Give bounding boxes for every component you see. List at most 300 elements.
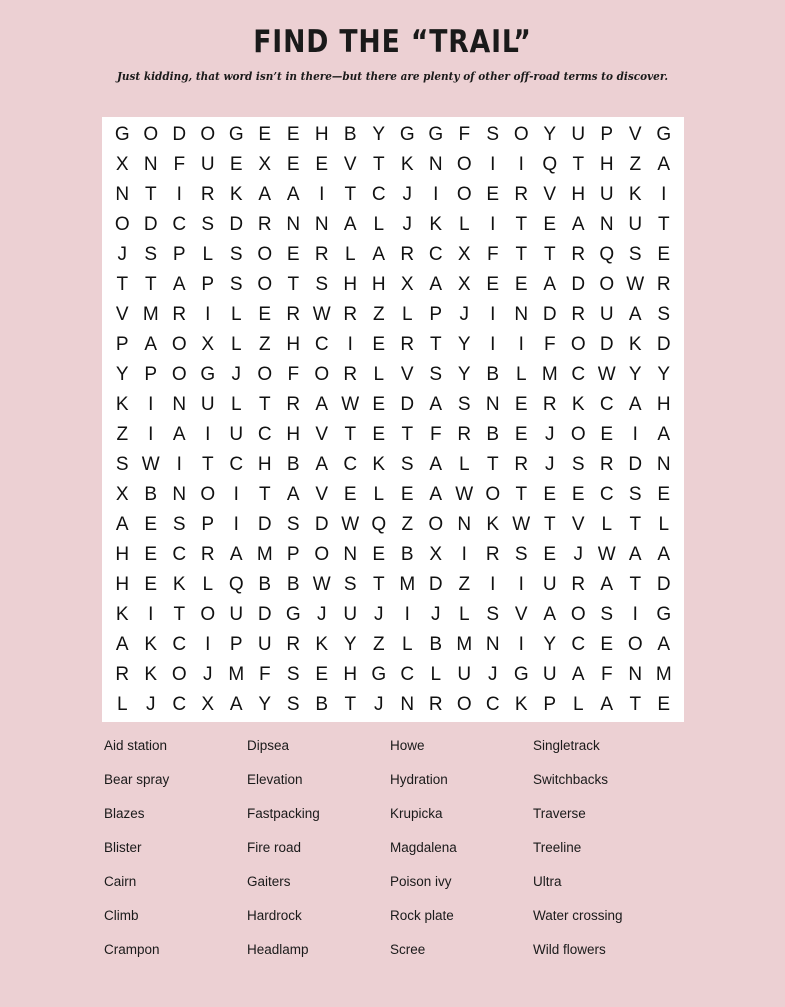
letter-cell[interactable]: G	[114, 123, 130, 145]
letter-cell[interactable]: N	[428, 153, 443, 175]
letter-cell[interactable]: E	[514, 273, 528, 295]
letter-cell[interactable]: P	[600, 123, 614, 145]
letter-cell[interactable]: Q	[599, 243, 615, 265]
letter-cell[interactable]: G	[228, 123, 244, 145]
letter-cell[interactable]: R	[542, 393, 557, 415]
letter-cell[interactable]: L	[373, 363, 385, 385]
letter-cell[interactable]: D	[656, 573, 671, 595]
letter-cell[interactable]: N	[143, 153, 158, 175]
letter-cell[interactable]: N	[286, 213, 301, 235]
letter-cell[interactable]: A	[429, 483, 443, 505]
letter-cell[interactable]: A	[628, 393, 642, 415]
letter-cell[interactable]: D	[656, 333, 671, 355]
letter-cell[interactable]: J	[203, 663, 213, 685]
letter-cell[interactable]: C	[172, 633, 187, 655]
letter-cell[interactable]: Y	[457, 363, 471, 385]
letter-cell[interactable]: I	[433, 183, 439, 205]
letter-cell[interactable]: C	[571, 633, 586, 655]
letter-cell[interactable]: A	[429, 273, 443, 295]
letter-cell[interactable]: E	[372, 333, 386, 355]
letter-cell[interactable]: R	[286, 393, 301, 415]
letter-cell[interactable]: A	[372, 243, 386, 265]
letter-cell[interactable]: R	[343, 363, 358, 385]
letter-cell[interactable]: I	[632, 423, 638, 445]
letter-cell[interactable]: H	[286, 333, 301, 355]
letter-cell[interactable]: H	[115, 543, 130, 565]
letter-cell[interactable]: J	[488, 663, 498, 685]
letter-cell[interactable]: E	[543, 483, 557, 505]
letter-cell[interactable]: M	[456, 633, 473, 655]
letter-cell[interactable]: O	[200, 603, 216, 625]
letter-cell[interactable]: O	[314, 363, 330, 385]
letter-cell[interactable]: V	[315, 483, 329, 505]
letter-cell[interactable]: F	[258, 663, 271, 685]
letter-cell[interactable]: D	[257, 513, 272, 535]
letter-cell[interactable]: J	[317, 603, 327, 625]
letter-cell[interactable]: L	[458, 213, 470, 235]
word-list-item[interactable]: Hardrock	[247, 908, 302, 923]
letter-cell[interactable]: X	[457, 243, 471, 265]
letter-cell[interactable]: W	[341, 513, 360, 535]
letter-cell[interactable]: A	[628, 543, 642, 565]
letter-cell[interactable]: F	[486, 243, 499, 265]
letter-cell[interactable]: C	[172, 693, 187, 715]
letter-cell[interactable]: T	[287, 273, 300, 295]
letter-cell[interactable]: Y	[543, 633, 557, 655]
letter-cell[interactable]: T	[344, 183, 357, 205]
letter-cell[interactable]: Y	[628, 363, 642, 385]
letter-cell[interactable]: E	[543, 213, 557, 235]
letter-cell[interactable]: M	[228, 663, 245, 685]
letter-cell[interactable]: X	[457, 273, 471, 295]
letter-cell[interactable]: N	[485, 393, 500, 415]
letter-cell[interactable]: V	[400, 363, 414, 385]
letter-cell[interactable]: O	[200, 483, 216, 505]
letter-cell[interactable]: W	[597, 543, 616, 565]
letter-cell[interactable]: R	[400, 243, 415, 265]
word-list-item[interactable]: Cairn	[104, 874, 137, 889]
letter-cell[interactable]: J	[431, 603, 441, 625]
letter-cell[interactable]: T	[629, 513, 642, 535]
letter-cell[interactable]: R	[286, 303, 301, 325]
letter-cell[interactable]: H	[343, 273, 358, 295]
letter-cell[interactable]: T	[515, 213, 528, 235]
word-list-item[interactable]: Scree	[390, 942, 426, 957]
letter-cell[interactable]: O	[627, 633, 643, 655]
letter-cell[interactable]: N	[400, 693, 415, 715]
letter-cell[interactable]: H	[656, 393, 671, 415]
letter-cell[interactable]: T	[372, 573, 385, 595]
letter-cell[interactable]: J	[459, 303, 469, 325]
letter-cell[interactable]: I	[490, 303, 496, 325]
letter-cell[interactable]: E	[286, 153, 300, 175]
word-list-item[interactable]: Fastpacking	[247, 806, 320, 821]
letter-cell[interactable]: U	[571, 123, 586, 145]
letter-cell[interactable]: A	[657, 543, 671, 565]
letter-cell[interactable]: R	[571, 303, 586, 325]
letter-cell[interactable]: X	[429, 543, 443, 565]
letter-cell[interactable]: A	[657, 633, 671, 655]
letter-cell[interactable]: B	[315, 693, 329, 715]
letter-cell[interactable]: O	[570, 423, 586, 445]
letter-cell[interactable]: C	[343, 453, 358, 475]
letter-cell[interactable]: G	[399, 123, 415, 145]
letter-cell[interactable]: L	[401, 303, 413, 325]
letter-cell[interactable]: I	[148, 423, 154, 445]
letter-cell[interactable]: S	[286, 663, 300, 685]
letter-cell[interactable]: S	[144, 243, 158, 265]
letter-cell[interactable]: A	[571, 213, 585, 235]
letter-cell[interactable]: J	[545, 423, 555, 445]
letter-cell[interactable]: C	[599, 393, 614, 415]
letter-cell[interactable]: O	[200, 123, 216, 145]
letter-cell[interactable]: O	[570, 333, 586, 355]
letter-cell[interactable]: T	[173, 603, 186, 625]
letter-cell[interactable]: V	[628, 123, 642, 145]
letter-cell[interactable]: W	[512, 513, 531, 535]
word-list-item[interactable]: Water crossing	[533, 908, 623, 923]
letter-cell[interactable]: R	[599, 453, 614, 475]
letter-cell[interactable]: L	[572, 693, 584, 715]
letter-cell[interactable]: V	[571, 513, 585, 535]
letter-cell[interactable]: K	[115, 393, 129, 415]
letter-cell[interactable]: O	[485, 483, 501, 505]
letter-cell[interactable]: O	[456, 693, 472, 715]
letter-cell[interactable]: A	[543, 603, 557, 625]
letter-cell[interactable]: I	[148, 603, 154, 625]
letter-cell[interactable]: H	[257, 453, 272, 475]
letter-cell[interactable]: I	[176, 183, 182, 205]
word-list-item[interactable]: Headlamp	[247, 942, 309, 957]
letter-cell[interactable]: J	[117, 243, 127, 265]
letter-cell[interactable]: N	[599, 213, 614, 235]
letter-cell[interactable]: L	[515, 363, 527, 385]
letter-cell[interactable]: Y	[457, 333, 471, 355]
letter-cell[interactable]: R	[115, 663, 130, 685]
letter-cell[interactable]: R	[172, 303, 187, 325]
word-list-item[interactable]: Blister	[104, 840, 142, 855]
letter-cell[interactable]: C	[428, 243, 443, 265]
word-list-item[interactable]: Hydration	[390, 772, 448, 787]
word-list-item[interactable]: Elevation	[247, 772, 303, 787]
letter-cell[interactable]: I	[347, 333, 353, 355]
letter-cell[interactable]: P	[543, 693, 557, 715]
letter-cell[interactable]: R	[257, 213, 272, 235]
letter-cell[interactable]: W	[455, 483, 474, 505]
letter-cell[interactable]: A	[229, 543, 243, 565]
letter-cell[interactable]: K	[315, 633, 329, 655]
letter-cell[interactable]: S	[229, 243, 243, 265]
letter-cell[interactable]: Z	[116, 423, 129, 445]
letter-cell[interactable]: F	[458, 123, 471, 145]
letter-cell[interactable]: I	[233, 483, 239, 505]
letter-cell[interactable]: U	[229, 603, 244, 625]
letter-cell[interactable]: I	[632, 603, 638, 625]
word-list-item[interactable]: Magdalena	[390, 840, 457, 855]
letter-cell[interactable]: T	[429, 333, 442, 355]
letter-cell[interactable]: H	[599, 153, 614, 175]
letter-cell[interactable]: S	[400, 453, 414, 475]
letter-cell[interactable]: S	[286, 693, 300, 715]
letter-cell[interactable]: L	[458, 603, 470, 625]
letter-cell[interactable]: Z	[372, 633, 385, 655]
letter-cell[interactable]: L	[458, 453, 470, 475]
letter-cell[interactable]: D	[257, 603, 272, 625]
letter-cell[interactable]: V	[343, 153, 357, 175]
letter-cell[interactable]: I	[404, 603, 410, 625]
word-list-item[interactable]: Fire road	[247, 840, 302, 855]
letter-cell[interactable]: N	[343, 543, 358, 565]
letter-cell[interactable]: K	[628, 183, 642, 205]
letter-cell[interactable]: R	[514, 183, 529, 205]
letter-cell[interactable]: U	[229, 423, 244, 445]
letter-cell[interactable]: F	[429, 423, 442, 445]
letter-cell[interactable]: N	[172, 483, 187, 505]
letter-cell[interactable]: X	[400, 273, 414, 295]
letter-cell[interactable]: R	[343, 303, 358, 325]
letter-cell[interactable]: U	[542, 663, 557, 685]
letter-cell[interactable]: C	[485, 693, 500, 715]
letter-cell[interactable]: E	[286, 123, 300, 145]
letter-cell[interactable]: L	[601, 513, 613, 535]
letter-cell[interactable]: K	[372, 453, 386, 475]
letter-cell[interactable]: B	[343, 123, 357, 145]
letter-cell[interactable]: T	[629, 693, 642, 715]
letter-cell[interactable]: L	[373, 213, 385, 235]
letter-cell[interactable]: T	[258, 393, 271, 415]
letter-cell[interactable]: R	[428, 693, 443, 715]
letter-cell[interactable]: U	[628, 213, 643, 235]
letter-cell[interactable]: J	[402, 213, 412, 235]
letter-cell[interactable]: S	[457, 393, 471, 415]
letter-cell[interactable]: G	[371, 663, 387, 685]
letter-cell[interactable]: I	[205, 303, 211, 325]
letter-cell[interactable]: L	[202, 573, 214, 595]
letter-cell[interactable]: C	[229, 453, 244, 475]
letter-cell[interactable]: G	[428, 123, 444, 145]
letter-cell[interactable]: A	[657, 423, 671, 445]
letter-cell[interactable]: O	[428, 513, 444, 535]
letter-cell[interactable]: T	[543, 513, 556, 535]
letter-cell[interactable]: N	[485, 633, 500, 655]
letter-cell[interactable]: O	[171, 333, 187, 355]
letter-cell[interactable]: U	[200, 153, 215, 175]
letter-cell[interactable]: U	[599, 303, 614, 325]
letter-cell[interactable]: B	[486, 423, 500, 445]
letter-cell[interactable]: A	[229, 693, 243, 715]
letter-cell[interactable]: N	[514, 303, 529, 325]
letter-cell[interactable]: S	[201, 213, 215, 235]
word-list-item[interactable]: Switchbacks	[533, 772, 609, 787]
letter-cell[interactable]: L	[430, 663, 442, 685]
letter-cell[interactable]: P	[144, 363, 158, 385]
letter-cell[interactable]: W	[597, 363, 616, 385]
word-list-item[interactable]: Crampon	[104, 942, 160, 957]
letter-cell[interactable]: I	[205, 423, 211, 445]
letter-cell[interactable]: I	[148, 393, 154, 415]
letter-cell[interactable]: H	[571, 183, 586, 205]
letter-cell[interactable]: E	[343, 483, 357, 505]
letter-cell[interactable]: O	[599, 273, 615, 295]
letter-cell[interactable]: A	[657, 153, 671, 175]
word-list-item[interactable]: Blazes	[104, 806, 145, 821]
letter-cell[interactable]: B	[286, 453, 300, 475]
letter-cell[interactable]: T	[144, 183, 157, 205]
letter-cell[interactable]: X	[258, 153, 272, 175]
letter-cell[interactable]: T	[201, 453, 214, 475]
letter-cell[interactable]: P	[172, 243, 186, 265]
letter-cell[interactable]: S	[429, 363, 443, 385]
letter-cell[interactable]: E	[286, 243, 300, 265]
letter-cell[interactable]: C	[172, 213, 187, 235]
letter-cell[interactable]: B	[144, 483, 158, 505]
letter-cell[interactable]: K	[514, 693, 528, 715]
letter-cell[interactable]: L	[230, 303, 242, 325]
letter-cell[interactable]: P	[286, 543, 300, 565]
letter-cell[interactable]: T	[372, 153, 385, 175]
letter-cell[interactable]: P	[115, 333, 129, 355]
letter-cell[interactable]: E	[258, 303, 272, 325]
letter-cell[interactable]: T	[116, 273, 129, 295]
letter-cell[interactable]: O	[314, 543, 330, 565]
letter-cell[interactable]: A	[144, 333, 158, 355]
letter-cell[interactable]: O	[257, 273, 273, 295]
letter-cell[interactable]: D	[172, 123, 187, 145]
letter-cell[interactable]: S	[571, 453, 585, 475]
letter-cell[interactable]: C	[571, 363, 586, 385]
letter-cell[interactable]: Z	[372, 303, 385, 325]
letter-cell[interactable]: J	[146, 693, 156, 715]
letter-cell[interactable]: Y	[543, 123, 557, 145]
letter-cell[interactable]: E	[144, 543, 158, 565]
letter-cell[interactable]: M	[655, 663, 672, 685]
letter-cell[interactable]: V	[514, 603, 528, 625]
word-list-item[interactable]: Bear spray	[104, 772, 170, 787]
letter-cell[interactable]: O	[456, 183, 472, 205]
letter-cell[interactable]: O	[143, 123, 159, 145]
letter-cell[interactable]: O	[171, 663, 187, 685]
letter-cell[interactable]: I	[319, 183, 325, 205]
word-list-item[interactable]: Howe	[390, 738, 425, 753]
letter-cell[interactable]: I	[490, 333, 496, 355]
letter-cell[interactable]: A	[600, 693, 614, 715]
letter-cell[interactable]: K	[400, 153, 414, 175]
letter-cell[interactable]: M	[541, 363, 558, 385]
letter-cell[interactable]: W	[312, 573, 331, 595]
word-list-item[interactable]: Wild flowers	[533, 942, 606, 957]
letter-cell[interactable]: T	[144, 273, 157, 295]
letter-cell[interactable]: I	[518, 573, 524, 595]
letter-cell[interactable]: T	[543, 243, 556, 265]
letter-cell[interactable]: Q	[542, 153, 558, 175]
letter-cell[interactable]: N	[314, 213, 329, 235]
word-list-item[interactable]: Krupicka	[390, 806, 443, 821]
letter-cell[interactable]: Z	[258, 333, 271, 355]
letter-cell[interactable]: U	[599, 183, 614, 205]
letter-cell[interactable]: R	[314, 243, 329, 265]
letter-cell[interactable]: P	[429, 303, 443, 325]
word-list-item[interactable]: Traverse	[533, 806, 586, 821]
letter-cell[interactable]: I	[205, 633, 211, 655]
letter-cell[interactable]: B	[258, 573, 272, 595]
letter-cell[interactable]: G	[285, 603, 301, 625]
letter-cell[interactable]: K	[628, 333, 642, 355]
letter-cell[interactable]: S	[286, 513, 300, 535]
letter-cell[interactable]: D	[400, 393, 415, 415]
letter-cell[interactable]: E	[600, 633, 614, 655]
letter-cell[interactable]: J	[573, 543, 583, 565]
letter-cell[interactable]: L	[373, 483, 385, 505]
letter-cell[interactable]: E	[372, 393, 386, 415]
letter-cell[interactable]: F	[600, 663, 613, 685]
letter-cell[interactable]: O	[513, 123, 529, 145]
word-list-item[interactable]: Poison ivy	[390, 874, 452, 889]
letter-cell[interactable]: E	[144, 513, 158, 535]
letter-cell[interactable]: A	[600, 573, 614, 595]
letter-cell[interactable]: T	[515, 483, 528, 505]
letter-cell[interactable]: T	[258, 483, 271, 505]
letter-cell[interactable]: J	[374, 603, 384, 625]
letter-cell[interactable]: H	[371, 273, 386, 295]
letter-cell[interactable]: I	[490, 153, 496, 175]
letter-cell[interactable]: S	[315, 273, 329, 295]
letter-cell[interactable]: D	[314, 513, 329, 535]
letter-cell[interactable]: R	[514, 453, 529, 475]
letter-cell[interactable]: S	[657, 303, 671, 325]
letter-cell[interactable]: M	[256, 543, 273, 565]
letter-cell[interactable]: Y	[657, 363, 671, 385]
letter-cell[interactable]: T	[572, 153, 585, 175]
letter-cell[interactable]: F	[287, 363, 300, 385]
letter-cell[interactable]: K	[486, 513, 500, 535]
letter-cell[interactable]: V	[543, 183, 557, 205]
letter-cell[interactable]: Z	[401, 513, 414, 535]
letter-cell[interactable]: A	[429, 393, 443, 415]
letter-cell[interactable]: J	[231, 363, 241, 385]
letter-cell[interactable]: R	[200, 183, 215, 205]
letter-cell[interactable]: E	[571, 483, 585, 505]
letter-cell[interactable]: E	[657, 693, 671, 715]
letter-cell[interactable]: P	[229, 633, 243, 655]
letter-cell[interactable]: A	[286, 483, 300, 505]
letter-cell[interactable]: Y	[258, 693, 272, 715]
word-list-item[interactable]: Rock plate	[390, 908, 454, 923]
letter-cell[interactable]: T	[657, 213, 670, 235]
letter-cell[interactable]: N	[628, 663, 643, 685]
letter-cell[interactable]: L	[230, 393, 242, 415]
letter-cell[interactable]: Z	[629, 153, 642, 175]
letter-cell[interactable]: B	[286, 573, 300, 595]
letter-cell[interactable]: O	[257, 363, 273, 385]
letter-cell[interactable]: E	[514, 423, 528, 445]
letter-cell[interactable]: I	[490, 573, 496, 595]
letter-cell[interactable]: T	[486, 453, 499, 475]
letter-cell[interactable]: L	[401, 633, 413, 655]
letter-cell[interactable]: F	[173, 153, 186, 175]
letter-cell[interactable]: H	[286, 423, 301, 445]
letter-cell[interactable]: P	[201, 273, 215, 295]
letter-cell[interactable]: K	[172, 573, 186, 595]
word-list-item[interactable]: Dipsea	[247, 738, 290, 753]
letter-cell[interactable]: J	[374, 693, 384, 715]
letter-cell[interactable]: A	[172, 423, 186, 445]
letter-cell[interactable]: A	[258, 183, 272, 205]
letter-cell[interactable]: J	[402, 183, 412, 205]
letter-cell[interactable]: N	[172, 393, 187, 415]
letter-cell[interactable]: O	[171, 363, 187, 385]
letter-cell[interactable]: I	[661, 183, 667, 205]
letter-cell[interactable]: E	[543, 543, 557, 565]
